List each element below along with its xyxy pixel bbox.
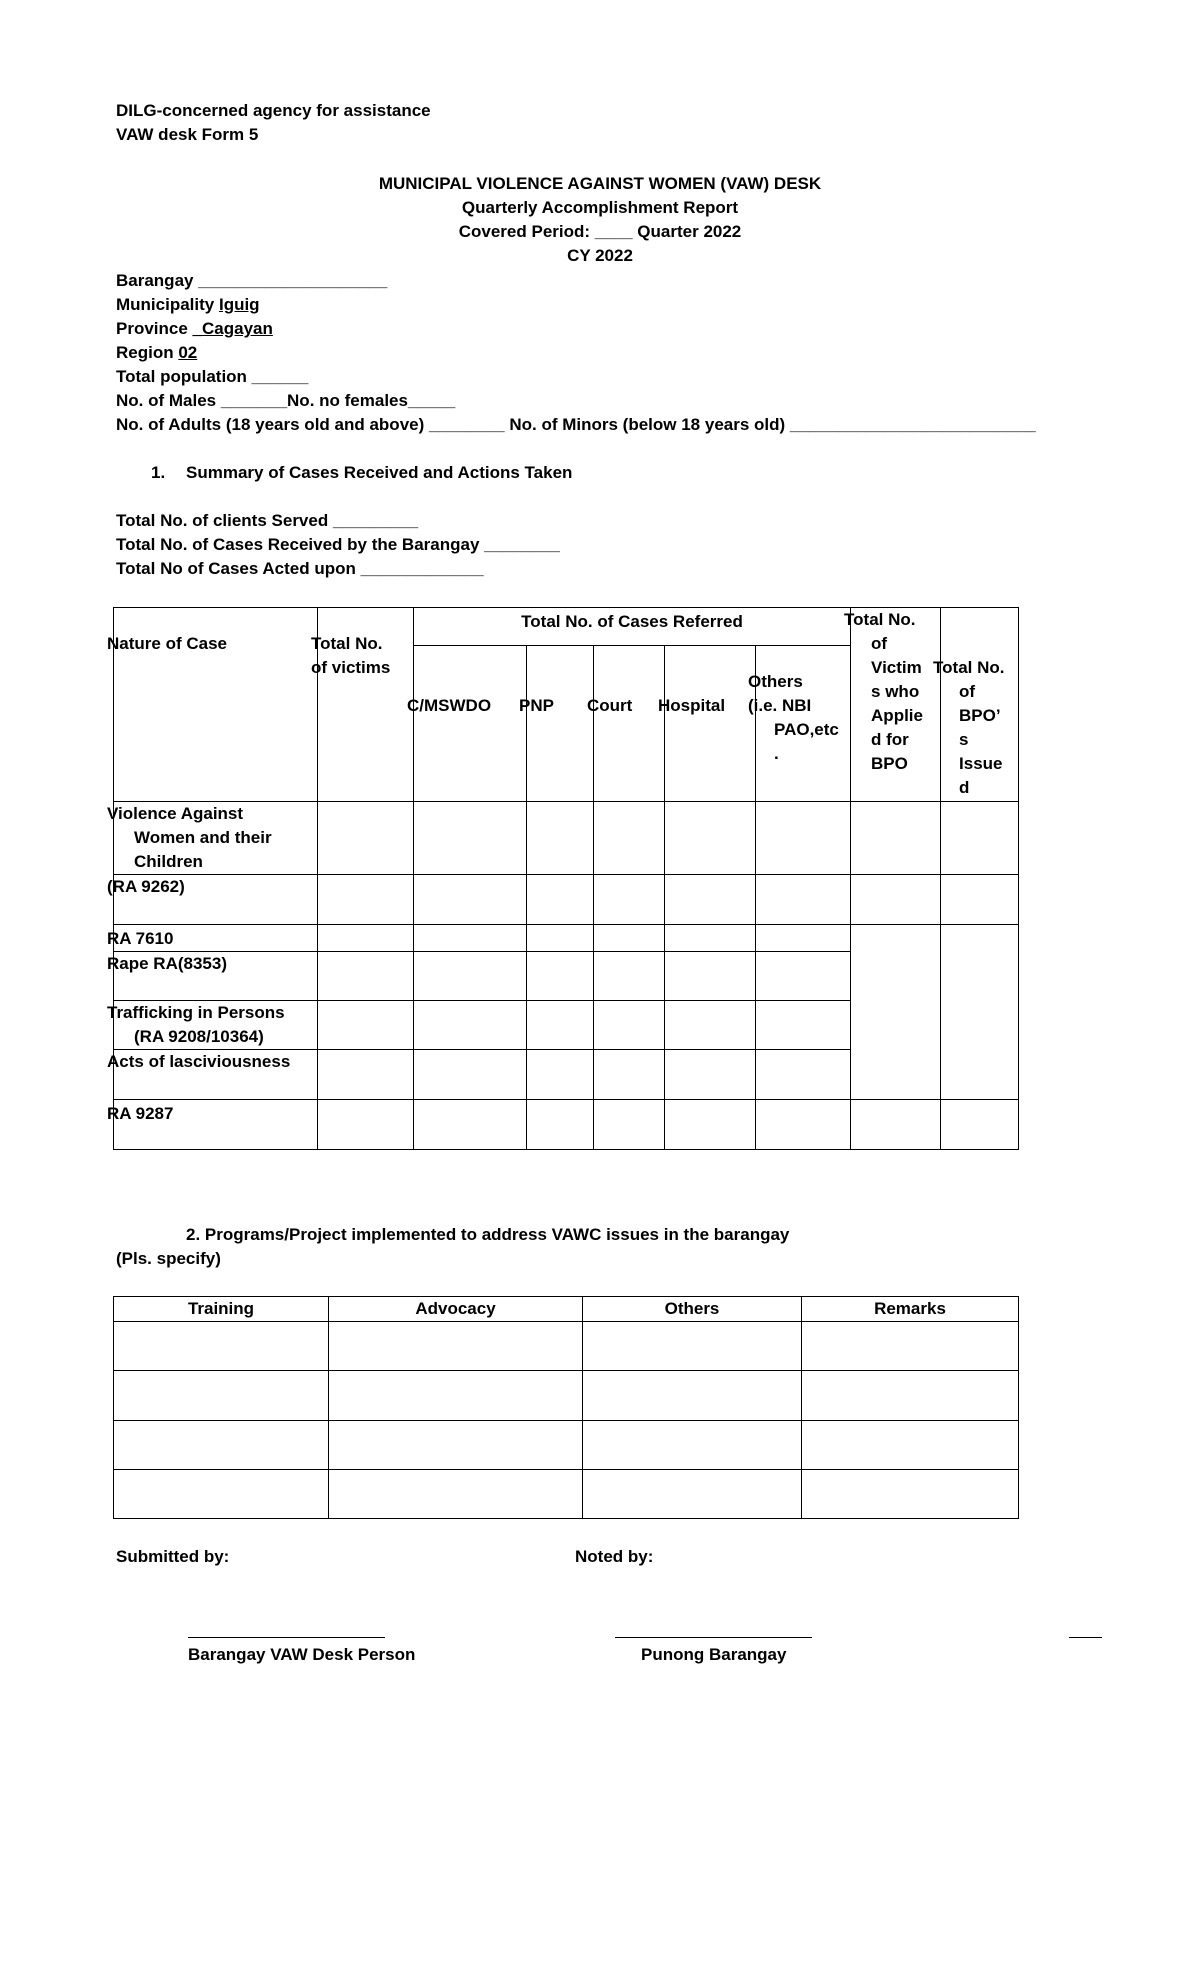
cell-remarks[interactable]: [802, 1322, 1019, 1371]
cell-victims[interactable]: [318, 1001, 414, 1050]
cell-court[interactable]: [594, 1100, 665, 1150]
submitted-by-label: Submitted by:: [116, 1547, 230, 1566]
cell-others[interactable]: [756, 925, 851, 952]
cell-others-program[interactable]: [583, 1421, 802, 1470]
cell-applied-merged[interactable]: [851, 925, 941, 1100]
cell-issued[interactable]: [941, 1100, 1019, 1150]
municipality-value: Iguig: [218, 295, 260, 314]
row-rape-text: Rape RA(8353): [107, 954, 227, 973]
cell-remarks[interactable]: [802, 1470, 1019, 1519]
males-text: No. of Males _______No. no females___: [116, 391, 437, 410]
cell-hospital[interactable]: [665, 1050, 756, 1100]
cell-cmswdo[interactable]: [414, 1100, 527, 1150]
minors-trail: _____________: [912, 415, 1036, 434]
header-nature-text: Nature of Case: [107, 634, 227, 653]
cell-pnp[interactable]: [527, 1100, 594, 1150]
header-court: [587, 646, 665, 802]
cell-others-program[interactable]: [583, 1371, 802, 1421]
minors-text: _ No. of Minors (below 18 years old) _____________: [495, 415, 913, 434]
calendar-year: CY 2022: [567, 246, 633, 265]
table-row: [114, 1421, 1019, 1470]
row-trafficking-line1: Trafficking in Persons: [107, 1003, 285, 1022]
header-court-text: Court: [587, 696, 633, 715]
header-applied-line7: BPO: [871, 754, 908, 773]
header-issued-line5: Issue: [959, 754, 1003, 773]
table-row: [114, 1371, 1019, 1421]
table-row: [114, 1322, 1019, 1371]
region-line: [116, 341, 197, 365]
header-pnp-text: PNP: [519, 696, 554, 715]
cell-hospital[interactable]: [665, 1001, 756, 1050]
cell-others[interactable]: [756, 952, 851, 1001]
cell-hospital[interactable]: [665, 802, 756, 875]
cell-others[interactable]: [756, 1050, 851, 1100]
row-trafficking-line2: (RA 9208/10364): [134, 1027, 264, 1046]
barangay-value: ____________________: [198, 271, 388, 290]
cell-victims[interactable]: [318, 802, 414, 875]
province-value: _Cagayan: [192, 319, 273, 338]
cell-others-program[interactable]: [583, 1322, 802, 1371]
cell-pnp[interactable]: [527, 875, 594, 925]
header-referred-text: Total No. of Cases Referred: [521, 612, 743, 631]
cell-advocacy[interactable]: [329, 1421, 583, 1470]
page-title: MUNICIPAL VIOLENCE AGAINST WOMEN (VAW) DESK: [378, 174, 822, 193]
form-line: VAW desk Form 5: [116, 125, 259, 144]
row-rape-label: [107, 952, 318, 1001]
header-training: Training: [114, 1297, 329, 1322]
row-vawc-label: [107, 802, 318, 875]
table-row: [114, 875, 1019, 925]
section2-note: (Pls. specify): [116, 1249, 221, 1268]
table-row: [114, 802, 1019, 875]
cell-court[interactable]: [594, 1001, 665, 1050]
cell-training[interactable]: [114, 1322, 329, 1371]
cell-training[interactable]: [114, 1371, 329, 1421]
cell-pnp[interactable]: [527, 952, 594, 1001]
males-trail: __: [436, 391, 456, 410]
header-pnp: [519, 646, 594, 802]
cell-training[interactable]: [114, 1470, 329, 1519]
header-others: [748, 646, 851, 802]
cell-court[interactable]: [594, 1050, 665, 1100]
cell-applied[interactable]: [851, 1100, 941, 1150]
table-row: [114, 1100, 1019, 1150]
province-line: [116, 317, 273, 341]
cell-applied[interactable]: [851, 875, 941, 925]
section2-heading: 2. Programs/Project implemented to address VAWC issues in the barangay: [186, 1225, 790, 1244]
cell-victims[interactable]: [318, 925, 414, 952]
cell-hospital[interactable]: [665, 952, 756, 1001]
header-cmswdo: [407, 646, 527, 802]
males-line: [116, 389, 455, 413]
cell-cmswdo[interactable]: [414, 1050, 527, 1100]
barangay-label: Barangay: [116, 271, 194, 290]
header-applied-line6: d for: [871, 730, 909, 749]
header-issued-line1: Total No.: [933, 658, 1005, 677]
cell-pnp[interactable]: [527, 1001, 594, 1050]
cell-others[interactable]: [756, 1100, 851, 1150]
table-row: [114, 925, 1019, 952]
row-ra9262-text: (RA 9262): [107, 877, 185, 896]
cell-victims[interactable]: [318, 1100, 414, 1150]
cell-pnp[interactable]: [527, 1050, 594, 1100]
adults-text: No. of Adults (18 years old and above) _______: [116, 415, 496, 434]
noted-by-label: Noted by:: [575, 1547, 654, 1566]
noted-name: Punong Barangay: [641, 1645, 787, 1664]
header-issued-line4: s: [959, 730, 969, 749]
row-vawc-line1: Violence Against: [107, 804, 244, 823]
cell-remarks[interactable]: [802, 1421, 1019, 1470]
clients-served-line: Total No. of clients Served _________: [116, 511, 419, 530]
cell-applied[interactable]: [851, 802, 941, 875]
header-nature: [107, 608, 318, 802]
adults-minors-line: [116, 413, 1036, 437]
cell-hospital[interactable]: [665, 875, 756, 925]
noted-signature-line: [615, 1637, 812, 1638]
table-row: [114, 1470, 1019, 1519]
cell-pnp[interactable]: [527, 925, 594, 952]
row-ra9287-label: [107, 1100, 318, 1150]
header-hospital-text: Hospital: [658, 696, 726, 715]
submitted-name: Barangay VAW Desk Person: [188, 1645, 416, 1664]
row-trafficking-label: [107, 1001, 318, 1050]
cell-victims[interactable]: [318, 875, 414, 925]
region-label: Region: [116, 343, 174, 362]
cell-issued[interactable]: [941, 802, 1019, 875]
row-vawc-line2: Women and their: [134, 828, 272, 847]
header-applied: [844, 608, 941, 802]
cell-pnp[interactable]: [527, 802, 594, 875]
cell-training[interactable]: [114, 1421, 329, 1470]
row-ra7610-text: RA 7610: [107, 929, 174, 948]
cell-others[interactable]: [756, 1001, 851, 1050]
header-applied-line3: Victim: [871, 658, 922, 677]
agency-line: DILG-concerned agency for assistance: [116, 101, 431, 120]
row-ra9262-label: [107, 875, 318, 925]
province-label: Province: [116, 319, 188, 338]
cell-others[interactable]: [756, 802, 851, 875]
programs-table: [113, 1296, 1019, 1519]
header-others-line2: (i.e. NBI: [748, 696, 812, 715]
cell-issued-merged[interactable]: [941, 925, 1019, 1100]
header-others-line4: .: [774, 744, 779, 763]
cases-table: [107, 607, 1019, 1150]
row-ra7610-label: [107, 925, 318, 952]
header-issued-line3: BPO’: [959, 706, 1001, 725]
section1-number: 1.: [151, 463, 166, 482]
section1-heading: Summary of Cases Received and Actions Taken: [186, 463, 573, 482]
cell-court[interactable]: [594, 925, 665, 952]
cell-advocacy[interactable]: [329, 1322, 583, 1371]
cell-court[interactable]: [594, 952, 665, 1001]
cell-issued[interactable]: [941, 875, 1019, 925]
cell-advocacy[interactable]: [329, 1371, 583, 1421]
cell-hospital[interactable]: [665, 1100, 756, 1150]
row-vawc-line3: Children: [134, 852, 203, 871]
cell-remarks[interactable]: [802, 1371, 1019, 1421]
header-applied-line5: Applie: [871, 706, 923, 725]
cell-cmswdo[interactable]: [414, 875, 527, 925]
row-acts-text: Acts of lasciviousness: [107, 1052, 291, 1071]
cell-victims[interactable]: [318, 1050, 414, 1100]
header-referred: [414, 608, 851, 646]
extra-signature-line: [1069, 1637, 1102, 1638]
page-subtitle: Quarterly Accomplishment Report: [461, 198, 739, 217]
cell-court[interactable]: [594, 802, 665, 875]
municipality-line: [116, 293, 260, 317]
header-others-line1: Others: [748, 672, 803, 691]
cell-victims[interactable]: [318, 952, 414, 1001]
header-applied-line4: s who: [871, 682, 920, 701]
cell-advocacy[interactable]: [329, 1470, 583, 1519]
header-others-line3: PAO,etc: [774, 720, 839, 739]
cell-cmswdo[interactable]: [414, 952, 527, 1001]
header-advocacy: Advocacy: [329, 1297, 583, 1322]
header-issued-line6: d: [959, 778, 970, 797]
cell-cmswdo[interactable]: [414, 802, 527, 875]
header-hospital: [658, 646, 756, 802]
header-others-program: Others: [583, 1297, 802, 1322]
region-value: 02: [178, 343, 198, 362]
cell-cmswdo[interactable]: [414, 925, 527, 952]
header-remarks: Remarks: [802, 1297, 1019, 1322]
cell-court[interactable]: [594, 875, 665, 925]
header-victims-text: Total No. of victims: [311, 634, 391, 677]
cell-others[interactable]: [756, 875, 851, 925]
cell-others-program[interactable]: [583, 1470, 802, 1519]
municipality-label: Municipality: [116, 295, 215, 314]
header-applied-line1: Total No.: [844, 610, 916, 629]
cell-cmswdo[interactable]: [414, 1001, 527, 1050]
cases-received-line: Total No. of Cases Received by the Barangay ________: [116, 535, 560, 554]
cell-hospital[interactable]: [665, 925, 756, 952]
cases-acted-line: Total No of Cases Acted upon _____________: [116, 559, 484, 578]
header-issued-line2: of: [959, 682, 976, 701]
barangay-line: [116, 269, 387, 293]
header-applied-line2: of: [871, 634, 888, 653]
row-ra9287-text: RA 9287: [107, 1104, 174, 1123]
covered-period: Covered Period: ____ Quarter 2022: [458, 222, 742, 241]
header-issued: [933, 608, 1019, 802]
submitted-signature-line: [188, 1637, 385, 1638]
header-cmswdo-text: C/MSWDO: [407, 696, 492, 715]
row-acts-label: [107, 1050, 318, 1100]
population-line: Total population ______: [116, 367, 309, 386]
header-victims: [311, 608, 414, 802]
